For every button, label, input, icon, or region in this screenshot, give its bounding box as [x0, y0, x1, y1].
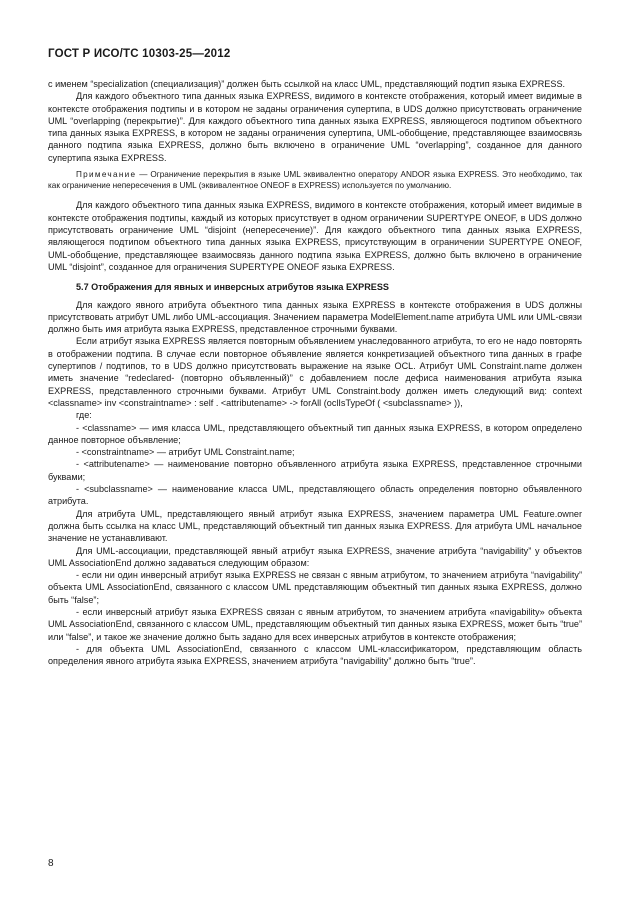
list-item-inverse: - если инверсный атрибут языка EXPRESS связан с явным атрибутом, то значением атрибута «navigability» объекта UML AssociationEnd, связанного с классом UML, представляющим объектный тип данных языка EXPRESS, может быть “true” или “false”, и такое же значение должно быть задано для всех инверсных атрибутов в контексте отображения; [48, 606, 582, 642]
paragraph-navigability: Для UML-ассоциации, представляющей явный атрибут языка EXPRESS, значение атрибута “navigability” у объектов UML AssociationEnd должно задаваться следующим образом: [48, 545, 582, 568]
paragraph-specialization: с именем “specialization (специализация)” должен быть ссылкой на класс UML, представляющий подтип языка EXPRESS. [48, 79, 566, 89]
list-item-no-inverse: - если ни один инверсный атрибут языка EXPRESS не связан с явным атрибутом, то значением атрибута “navigability” объекта UML AssociationEnd, связанного с классом UML представляющим объектный тип данных языка EXPRESS, должно быть “false”; [48, 570, 582, 605]
paragraph-feature-owner: Для атрибута UML, представляющего явный атрибут языка EXPRESS, значением параметра UML Feature.owner должна быть ссылка на класс UML, представляющий объектный тип данных языка EXPRESS. Для атрибута UML начальное значение не устанавливают. [48, 508, 582, 544]
section-heading: 5.7 Отображения для явных и инверсных атрибутов языка EXPRESS [76, 282, 389, 293]
document-header: ГОСТ Р ИСО/ТС 10303-25—2012 [48, 48, 231, 60]
paragraph-explicit-attribute: Для каждого явного атрибута объектного типа данных языка EXPRESS в контексте отображения в UDS должны присутствовать атрибут UML либо UML-ассоциация. Значением параметра ModelElement.name атрибута UML или UML-связи должно быть имя атрибута языка EXPRESS, представленное строчными буквами. [48, 299, 582, 335]
paragraph-disjoint: Для каждого объектного типа данных языка EXPRESS, видимого в контексте отображения, который имеет видимые в контексте отображения подтипы, каждый из которых присутствует в одном ограничении SUPERTYPE ONEOF, в UDS должно присутствовать ограничение UML “disjoint (непересечение)”. Для каждого объектного типа данных языка EXPRESS, являющегося подтипом объектного типа данных языка EXPRESS, присутствующим в ограничении SUPERTYPE ONEOF, UML-обобщение, представляющее взаимосвязь данного подтипа языка EXPRESS, должно быть включено в ограничение UML “disjoint”, созданное для ограничения SUPERTYPE ONEOF языка EXPRESS. [48, 200, 582, 272]
note [48, 169, 582, 191]
paragraph-overlapping: Для каждого объектного типа данных языка EXPRESS, видимого в контексте отображения, который имеет видимые в контексте отображения подтипы и в котором не заданы ограничения супертипа, в UDS должно присутствовать ограничение UML “overlapping (перекрытие)”. Для каждого объектного типа данных языка EXPRESS, являющегося подтипом объектного типа данных языка EXPRESS, в котором не заданы ограничения супертипа, UML-обобщение, представляющее взаимосвязь данного подтипа языка EXPRESS, должно быть включено в ограничение UML “overlapping”, созданное для данного супертипа языка EXPRESS. [48, 91, 582, 163]
list-item-subclassname: - <subclassname> — наименование класса UML, представляющего область определения повторно объявленного атрибута. [48, 484, 582, 507]
document-body [48, 78, 582, 667]
list-item-classname: - <classname> — имя класса UML, представляющего объектный тип данных языка EXPRESS, в котором определено данное повторное объявление; [48, 422, 582, 445]
page-number: 8 [48, 858, 54, 869]
paragraph-redeclared: Если атрибут языка EXPRESS является повторным объявлением унаследованного атрибута, то его не надо повторять в отображении подтипа. В случае если повторное объявление является конкретизацией объектного типа данных в графе супертипов / подтипов, то в UDS должно присутствовать выражение на языке OCL. Атрибут UML Constraint.name должен иметь значение “redeclared- (повторно объявленный)” с добавлением после дефиса наименования атрибута языка EXPRESS, представленного строчными буквами. Атрибут UML Constraint.body должен иметь следующий вид: context <classname> inv <constraintname> : self . <attributename> -> forAll (oclIsTypeOf ( <subclassname> )), [48, 336, 582, 408]
list-item-attributename: - <attributename> — наименование повторно объявленного атрибута языка EXPRESS, представленное строчными буквами; [48, 459, 582, 482]
note-label: Примечание [76, 170, 137, 180]
list-item-classifier: - для объекта UML AssociationEnd, связанного с классом UML-классификатором, представляющим область определения явного атрибута языка EXPRESS, значением атрибута “navigability” должно быть “true”. [48, 643, 582, 667]
where-label: где: [76, 410, 92, 421]
note-text: — Ограничение перекрытия в языке UML эквивалентно оператору ANDOR языка EXPRESS. Это необходимо, так как ограничение непересечения в UML (эквивалентное ONEOF в EXPRESS) используется по умолчанию. [48, 170, 582, 191]
list-item-constraintname: - <constraintname> — атрибут UML Constraint.name; [76, 447, 295, 458]
